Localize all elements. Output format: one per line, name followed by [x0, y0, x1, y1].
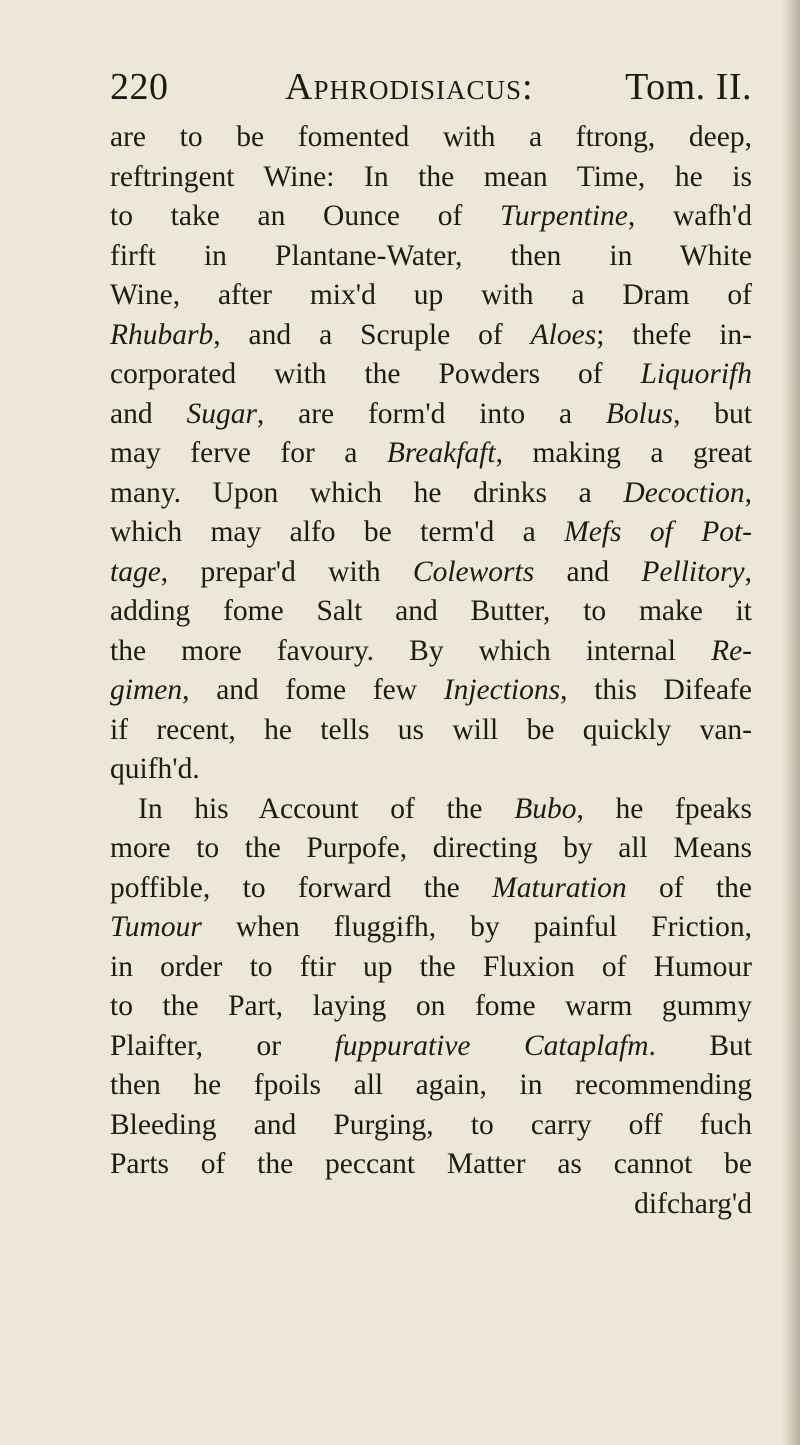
- italic-text: Aloes: [530, 318, 597, 351]
- text-line: [110, 790, 752, 830]
- text-line: [110, 1145, 752, 1185]
- text-line: [110, 1066, 752, 1106]
- volume-label: Tom. II.: [625, 66, 752, 108]
- text-segment: to take an Ounce of: [110, 200, 501, 232]
- text-line: [110, 1106, 752, 1146]
- text-line: [110, 237, 752, 277]
- text-line: [110, 750, 752, 790]
- italic-text: Turpentine: [500, 200, 628, 232]
- italic-text: Sugar: [186, 397, 257, 430]
- text-line: [110, 158, 752, 198]
- text-line: [110, 592, 752, 632]
- text-segment: corporated with the Powders of: [110, 358, 641, 390]
- running-title: Aphrodisiacus:: [285, 66, 534, 108]
- text-segment: ; thefe in-: [596, 318, 752, 351]
- text-segment: , and a Scruple of: [213, 318, 531, 351]
- text-line: [110, 987, 752, 1027]
- text-segment: , are form'd into a: [256, 397, 606, 430]
- text-line: [110, 355, 752, 395]
- italic-text: gimen: [110, 674, 183, 706]
- italic-text: Injections: [443, 674, 561, 706]
- text-segment: Bleeding and Purging, to carry off fuch: [110, 1108, 752, 1141]
- text-segment: Plaifter, or: [110, 1029, 335, 1062]
- text-line: [110, 1185, 752, 1225]
- text-segment: and: [110, 397, 187, 430]
- text-segment: reftringent Wine: In the mean Time, he is: [110, 160, 752, 193]
- text-line: [110, 434, 752, 474]
- italic-text: Decoction: [623, 476, 745, 509]
- text-line: [110, 553, 752, 593]
- text-line: [110, 197, 752, 237]
- text-segment: the more favoury. By which internal: [110, 634, 712, 667]
- text-segment: if recent, he tells us will be quickly van-: [110, 713, 752, 746]
- text-segment: then he fpoils all again, in recommending: [110, 1069, 752, 1101]
- text-segment: . But: [648, 1029, 752, 1062]
- text-segment: quifh'd.: [110, 753, 200, 785]
- italic-text: fuppurative Cataplafm: [334, 1029, 649, 1062]
- text-segment: In his Account of the: [138, 792, 515, 825]
- italic-text: Pellitory: [641, 555, 745, 588]
- text-segment: , prepar'd with: [160, 555, 413, 588]
- text-segment: and: [534, 555, 642, 588]
- italic-text: Mefs of Pot-: [564, 516, 752, 548]
- text-line: [110, 1027, 752, 1067]
- text-line: [110, 908, 752, 948]
- text-segment: , but: [673, 397, 753, 430]
- text-line: [110, 474, 752, 514]
- italic-text: Tumour: [110, 911, 202, 943]
- text-segment: ,: [744, 555, 752, 588]
- text-segment: , making a great: [495, 437, 752, 469]
- text-segment: more to the Purpofe, directing by all Means: [110, 832, 752, 864]
- text-segment: , wafh'd: [627, 200, 752, 232]
- italic-text: tage: [110, 555, 161, 588]
- text-segment: when fluggifh, by painful Friction,: [201, 911, 752, 943]
- italic-text: Breakfaft: [386, 437, 496, 469]
- text-segment: , this Difeafe: [560, 674, 752, 706]
- italic-text: Bubo: [514, 792, 577, 825]
- italic-text: Maturation: [492, 871, 627, 904]
- text-line: [110, 276, 752, 316]
- text-segment: poffible, to forward the: [110, 871, 493, 904]
- body-text: [110, 118, 752, 1224]
- running-header: [110, 62, 752, 112]
- text-segment: , and fome few: [182, 674, 444, 706]
- text-line: [110, 513, 752, 553]
- page-number: 220: [110, 66, 169, 108]
- text-segment: to the Part, laying on fome warm gummy: [110, 990, 752, 1022]
- text-segment: difcharg'd: [634, 1187, 752, 1220]
- text-segment: may ferve for a: [110, 437, 387, 469]
- text-segment: of the: [626, 871, 752, 904]
- italic-text: Liquorifh: [640, 358, 752, 390]
- italic-text: Rhubarb: [110, 318, 214, 351]
- text-line: [110, 948, 752, 988]
- text-segment: firft in Plantane-Water, then in White: [110, 239, 752, 272]
- italic-text: Coleworts: [412, 555, 535, 588]
- text-line: [110, 869, 752, 909]
- text-line: [110, 118, 752, 158]
- text-line: [110, 316, 752, 356]
- text-line: [110, 632, 752, 672]
- text-line: [110, 671, 752, 711]
- text-segment: are to be fomented with a ftrong, deep,: [110, 121, 752, 153]
- text-segment: which may alfo be term'd a: [110, 516, 565, 548]
- text-line: [110, 829, 752, 869]
- italic-text: Re-: [711, 634, 752, 667]
- page-edge-shadow: [782, 0, 800, 1445]
- text-segment: , he fpeaks: [576, 792, 752, 825]
- text-segment: ,: [744, 476, 752, 509]
- text-line: [110, 395, 752, 435]
- text-segment: in order to ftir up the Fluxion of Humour: [110, 950, 752, 983]
- text-segment: adding fome Salt and Butter, to make it: [110, 595, 752, 627]
- text-line: [110, 711, 752, 751]
- text-segment: Wine, after mix'd up with a Dram of: [110, 279, 752, 311]
- text-segment: Parts of the peccant Matter as cannot be: [110, 1148, 752, 1180]
- text-segment: many. Upon which he drinks a: [110, 476, 624, 509]
- italic-text: Bolus: [605, 397, 674, 430]
